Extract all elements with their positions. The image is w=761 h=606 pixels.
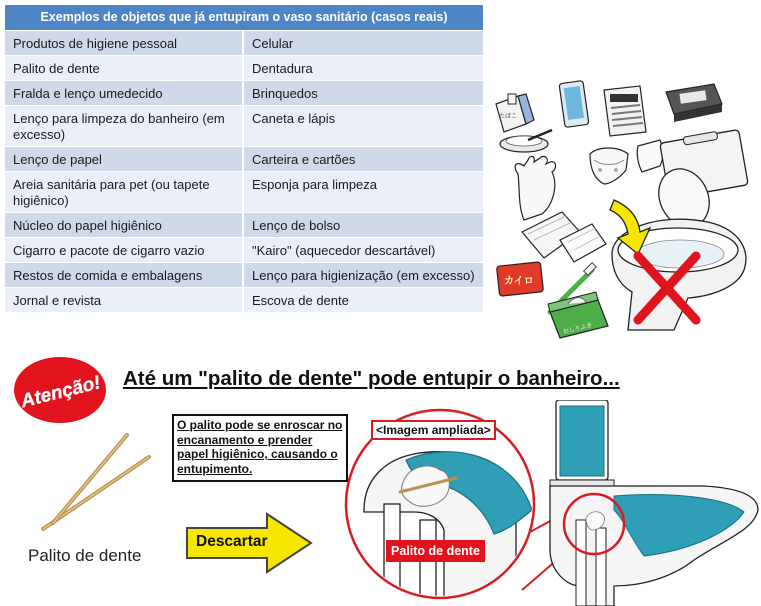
table-cell: Jornal e revista bbox=[5, 288, 244, 312]
attention-badge-text: Atenção! bbox=[18, 372, 103, 413]
toilet-side-view bbox=[550, 400, 758, 606]
wallet-icon bbox=[666, 84, 722, 122]
table-cell: Carteira e cartões bbox=[252, 152, 356, 167]
cigarette-pack-label: たばこ bbox=[499, 113, 518, 120]
table-cell: Restos de comida e embalagens bbox=[5, 263, 244, 287]
table-row bbox=[5, 171, 483, 212]
clog-objects-table bbox=[5, 5, 483, 312]
toothpick-illustration bbox=[35, 425, 160, 540]
table-cell: Brinquedos bbox=[252, 86, 318, 101]
table-row bbox=[5, 212, 483, 237]
table-row bbox=[5, 146, 483, 171]
table-cell: Lenço para higienização (em excesso) bbox=[252, 268, 475, 283]
table-cell: Esponja para limpeza bbox=[252, 177, 378, 192]
toothpick-label: Palito de dente bbox=[28, 546, 142, 565]
cigarette-pack-icon bbox=[496, 94, 534, 132]
kairo-label: カイロ bbox=[504, 276, 534, 287]
ashtray-icon bbox=[500, 130, 552, 152]
table-cell: Fralda e lenço umedecido bbox=[5, 81, 244, 105]
clog-explanation-callout: O palito pode se enroscar no encanamento e prender papel higiênico, causando o entupimento. bbox=[172, 414, 348, 482]
table-row bbox=[5, 105, 483, 146]
glove-icon bbox=[515, 156, 556, 220]
headline: Até um "palito de dente" pode entupir o banheiro... bbox=[123, 367, 620, 390]
table-row bbox=[5, 55, 483, 80]
toothpick-tag: Palito de dente bbox=[386, 540, 485, 562]
table-cell: Lenço de bolso bbox=[252, 218, 341, 233]
table-row bbox=[5, 237, 483, 262]
table-cell: Núcleo do papel higiênico bbox=[5, 213, 244, 237]
table-cell: Lenço de papel bbox=[5, 147, 244, 171]
table-cell: Cigarro e pacote de cigarro vazio bbox=[5, 238, 244, 262]
table-cell: Areia sanitária para pet (ou tapete higiênico) bbox=[5, 172, 244, 212]
phone-icon bbox=[559, 81, 589, 128]
zoom-label: <Imagem ampliada> bbox=[371, 420, 496, 440]
newspaper-icon bbox=[604, 86, 646, 136]
tissue-box-icon bbox=[548, 292, 608, 338]
toothpick-icon bbox=[43, 435, 149, 529]
table-cell: Caneta e lápis bbox=[252, 111, 336, 126]
table-row bbox=[5, 287, 483, 312]
discard-label: Descartar bbox=[196, 533, 268, 550]
table-cell: Celular bbox=[252, 36, 294, 51]
table-cell: Lenço para limpeza do banheiro (em excesso) bbox=[5, 106, 244, 146]
table-cell: Escova de dente bbox=[252, 293, 349, 308]
clogging-objects-illustration bbox=[488, 74, 756, 346]
attention-badge bbox=[8, 352, 116, 430]
kairo-pack-icon bbox=[497, 262, 544, 296]
diaper-icon bbox=[590, 148, 628, 184]
table-cell: Dentadura bbox=[252, 61, 313, 76]
tissue-box-label: おしりふき bbox=[562, 321, 594, 336]
table-cell: Palito de dente bbox=[5, 56, 244, 80]
table-title: Exemplos de objetos que já entupiram o vaso sanitário (casos reais) bbox=[5, 5, 483, 30]
table-row bbox=[5, 80, 483, 105]
table-cell: "Kairo" (aquecedor descartável) bbox=[252, 243, 436, 258]
tissue-pouch-icon bbox=[637, 140, 663, 172]
table-cell: Produtos de higiene pessoal bbox=[5, 31, 244, 55]
table-row bbox=[5, 262, 483, 287]
table-row bbox=[5, 30, 483, 55]
